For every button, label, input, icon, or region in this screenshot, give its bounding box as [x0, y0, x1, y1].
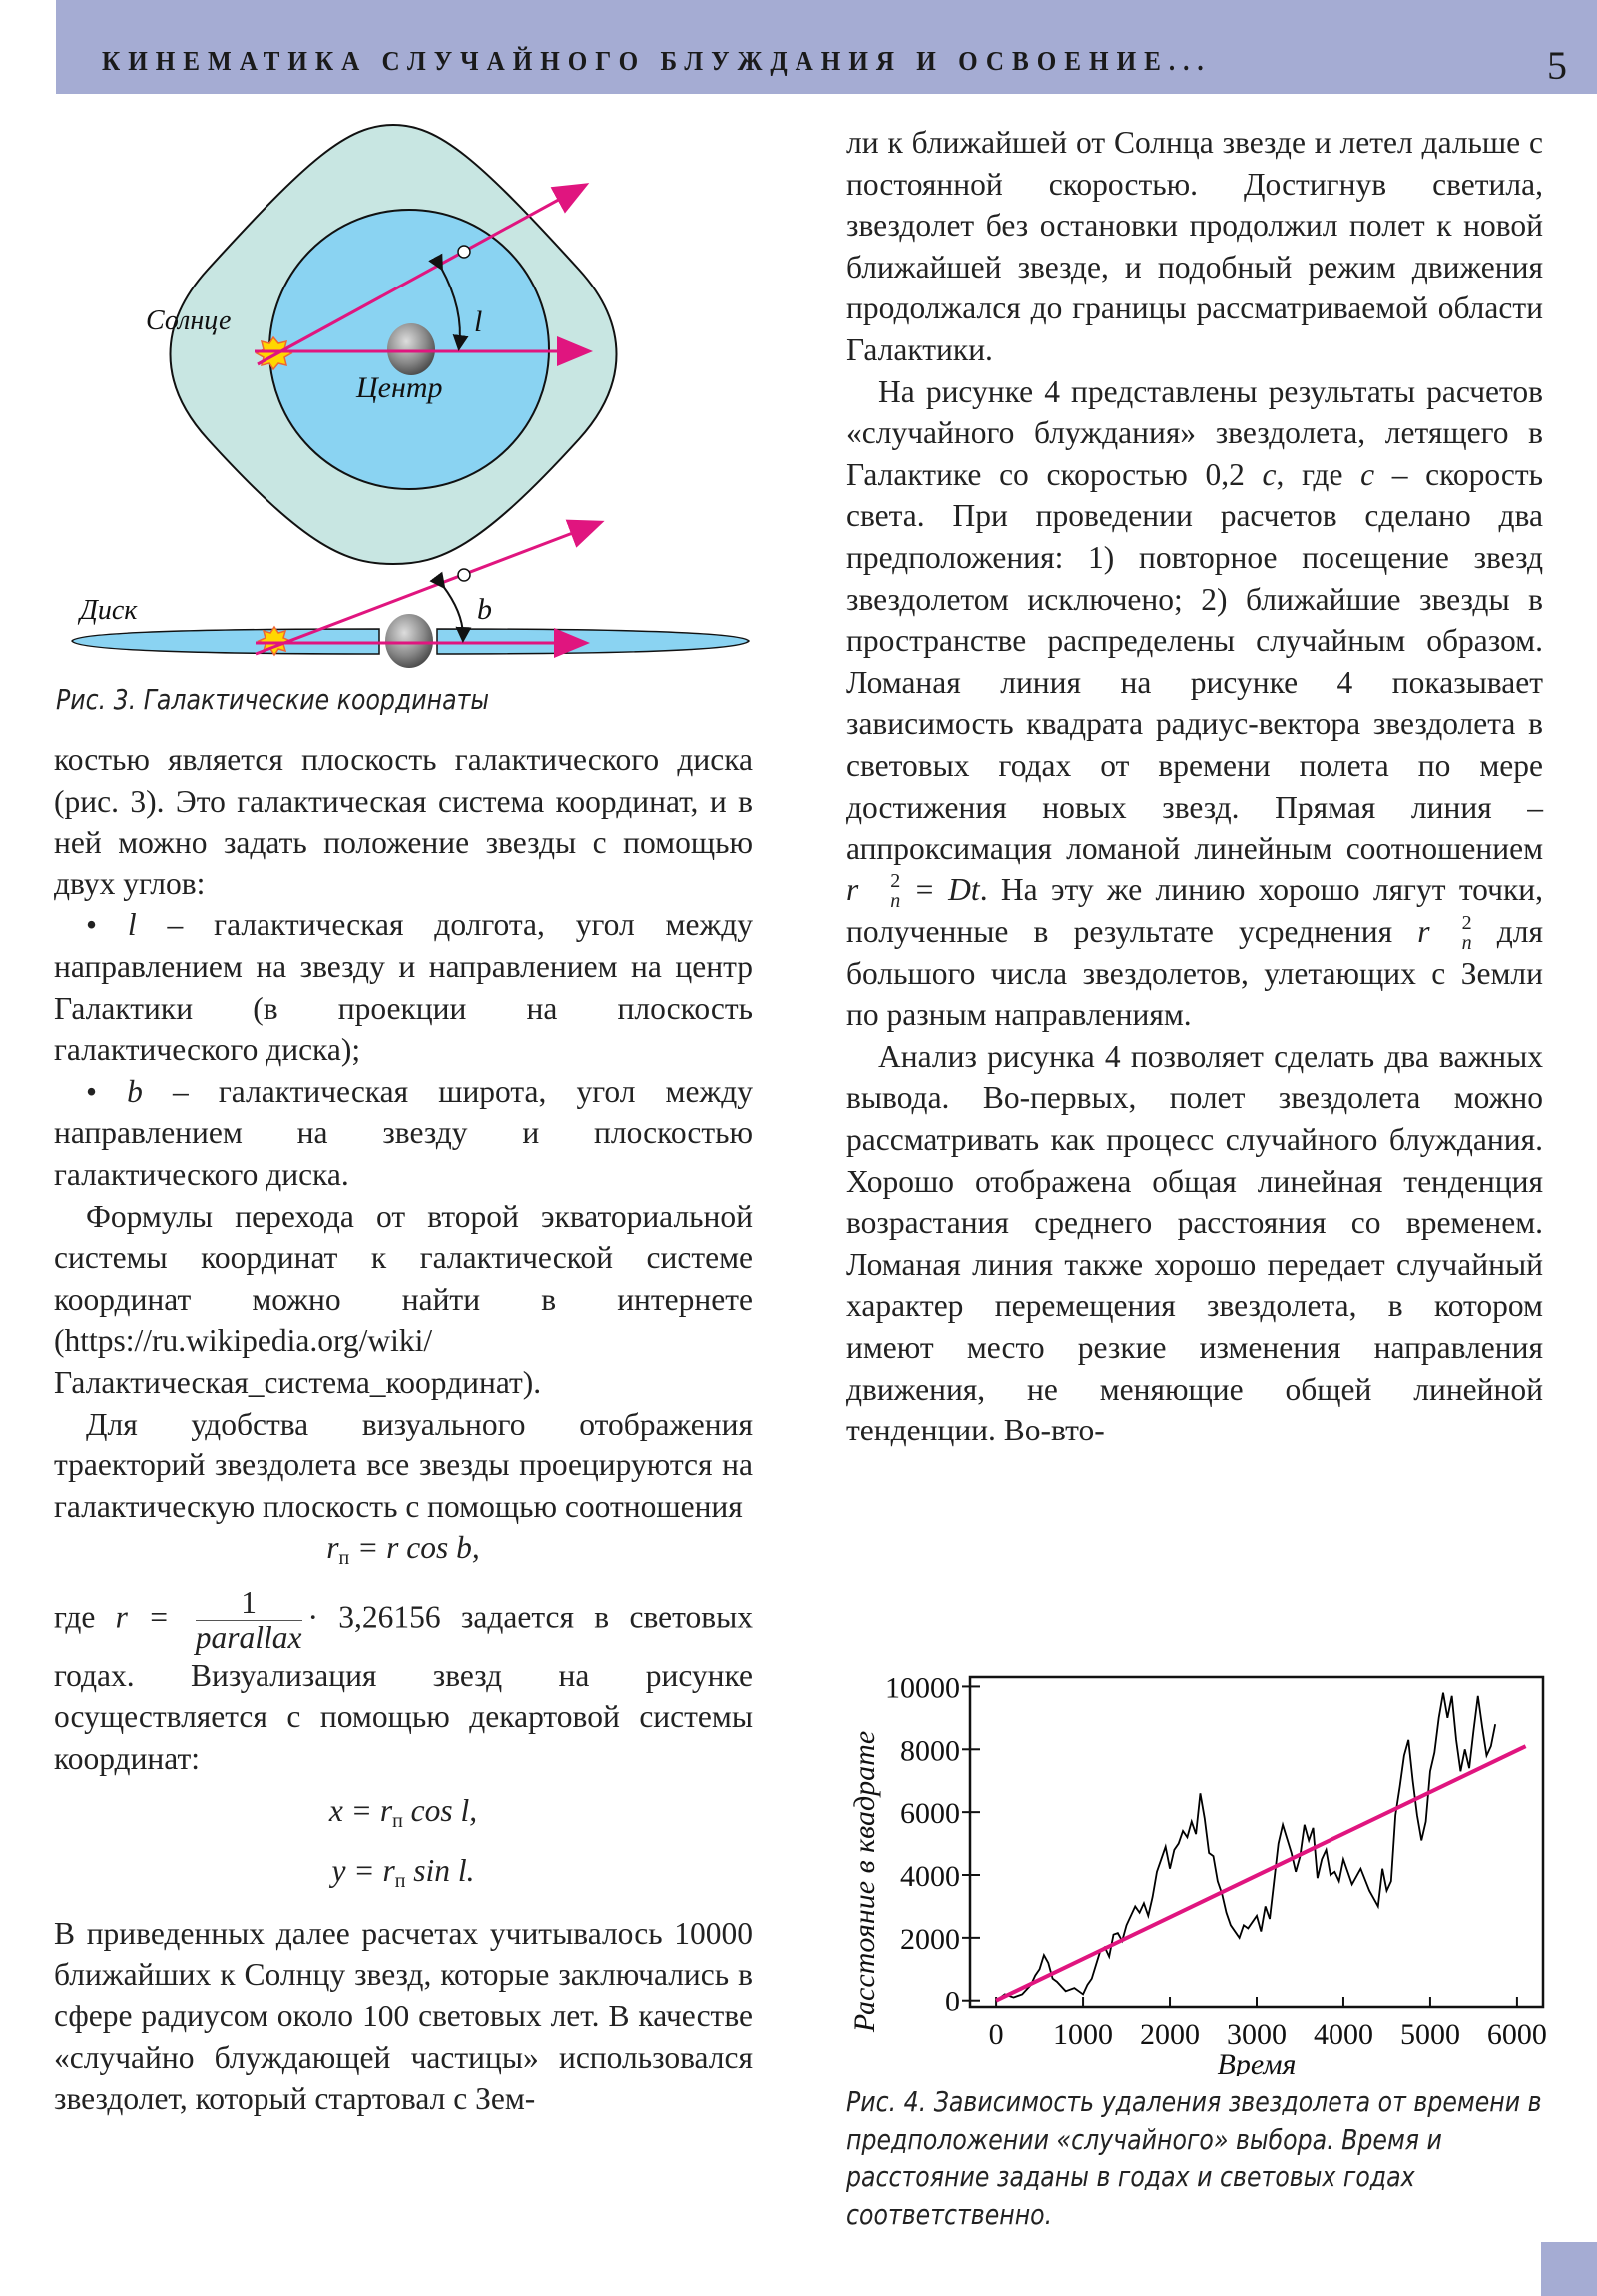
center-label: Центр	[356, 371, 443, 404]
paragraph-parallax: где r = $\frac{1}{\text{parallax}}$ · 3,26156 задается в световых годах. Визуализация звезд на рисунке осуществляется с помощью декартовой системы координат:	[54, 1584, 754, 1777]
figure3-caption: Рис. 3. Галактические координаты	[56, 684, 490, 716]
paragraph-results: На рисунке 4 представлены результаты расчетов «случайного блуждания» звездолета, летящего в Галактике со скоростью 0,2 c, где c – скорость света. При проведении расчетов сделано два предположения: 1) повторное посещение звезд звездолетом исключено; 2) ближайшие звезды в пространстве распределены случайным образом. Ломаная линия на рисунке 4 показывает зависимость квадрата радиус-вектора звездолета в световых годах от времени полета по мере достижения новых звезд. Прямая линия – аппроксимация ломаной линейным соотношением r 2 n = Dt. На эту же линию хорошо лягут точки, полученные в результате усреднения r 2 n для большого числа звездолетов, улетающих с Земли по разным направлениям.	[846, 373, 1544, 1033]
sun-icon	[257, 337, 291, 369]
y-tick-label: 10000	[885, 1671, 960, 1705]
paragraph: Формулы перехода от второй экваториальной системы координат к галактической системе координат можно найти в интернете (https://ru.wikipedia.org/wiki/Галактическая_система_координат).	[54, 1198, 753, 1400]
right-column	[846, 122, 1543, 1451]
y-tick-label: 6000	[900, 1797, 960, 1831]
x-tick-label: 1000	[1053, 2018, 1114, 2051]
paragraph: Для удобства визуального отображения траекторий звездолета все звезды проецируются на галактическую плоскость с помощью соотношения	[54, 1406, 753, 1524]
sun-label: Солнце	[146, 305, 232, 336]
longitude-label: l	[474, 305, 483, 338]
random-walk-line-chart	[840, 1637, 1555, 2076]
corner-tab	[1541, 2242, 1597, 2296]
y-tick-label: 8000	[900, 1734, 960, 1768]
figure-galactic-coordinates	[60, 120, 759, 679]
formula-projection: $r_п = r$ cos b,	[326, 1530, 480, 1570]
x-tick-label: 4000	[1313, 2018, 1373, 2051]
figure4-caption: Рис. 4. Зависимость удаления звездолета от времени в предположении «случайного» выбора. Время и расстояние заданы в годах и световых годах соответственно.	[846, 2086, 1542, 2231]
formula-x: $x = r_п$ cos l,	[328, 1792, 478, 1832]
x-axis-label: Время	[1217, 2048, 1297, 2076]
y-tick-label: 4000	[900, 1860, 960, 1893]
header-title: КИНЕМАТИКА СЛУЧАЙНОГО БЛУЖДАНИЯ И ОСВОЕНИЕ...	[102, 46, 1212, 76]
figure-random-walk-chart	[840, 1637, 1555, 2076]
formula-y: $y = r_п$ sin l.	[331, 1853, 475, 1893]
x-tick-label: 6000	[1486, 2018, 1547, 2051]
y-axis-label: Расстояние в квадрате	[848, 1730, 881, 2033]
linear-fit-series	[996, 1746, 1526, 2001]
running-header	[56, 0, 1597, 94]
x-tick-label: 3000	[1227, 2018, 1287, 2051]
left-column	[54, 739, 753, 2120]
galactic-coordinates-diagram	[60, 120, 759, 679]
paragraph: В приведенных далее расчетах учитывалось 10000 ближайших к Солнцу звезд, которые заключались в сфере радиусом около 100 световых лет. В качестве «случайно блуждающей частицы» использовался звездолет, который стартовал с Зем-	[54, 1915, 753, 2117]
disk-center-icon	[385, 614, 433, 668]
paragraph: ли к ближайшей от Солнца звезде и летел дальше с постоянной скоростью. Достигнув светила, звездолет без остановки продолжил полет к новой ближайшей звезде, и подобный режим движения продолжался до границы рассматриваемой области Галактики.	[846, 125, 1543, 367]
bullet-longitude: • l – галактическая долгота, угол между направлением на звезду и направлением на центр Галактики (в проекции на плоскость галактического диска);	[54, 907, 754, 1068]
y-tick-label: 0	[945, 1985, 960, 2018]
x-tick-label: 0	[988, 2018, 1004, 2051]
x-tick-label: 2000	[1140, 2018, 1201, 2051]
paragraph: Анализ рисунка 4 позволяет сделать два важных вывода. Во-первых, полет звездолета можно рассматривать как процесс случайного блуждания. Хорошо отображена общая линейная тенденция возрастания среднего расстояния со временем. Ломаная линия также хорошо передает случайный характер перемещения звездолета, в котором имеют место резкие изменения направления движения, не меняющие общей линейной тенденции. Во-вто-	[846, 1038, 1543, 1448]
disk-label: Диск	[80, 595, 138, 626]
galactic-center-icon	[387, 323, 435, 375]
latitude-label: b	[477, 593, 492, 626]
bullet-latitude: • b – галактическая широта, угол между направлением на звезду и плоскостью галактического диска.	[54, 1073, 753, 1192]
y-tick-label: 2000	[900, 1922, 960, 1956]
paragraph: костью является плоскость галактического диска (рис. 3). Это галактическая система координат, и в ней можно задать положение звезды с помощью двух углов:	[54, 742, 753, 901]
plot-frame	[970, 1677, 1543, 2007]
random-walk-series	[996, 1693, 1495, 2001]
x-tick-label: 5000	[1399, 2018, 1460, 2051]
page-number: 5	[1547, 43, 1567, 88]
